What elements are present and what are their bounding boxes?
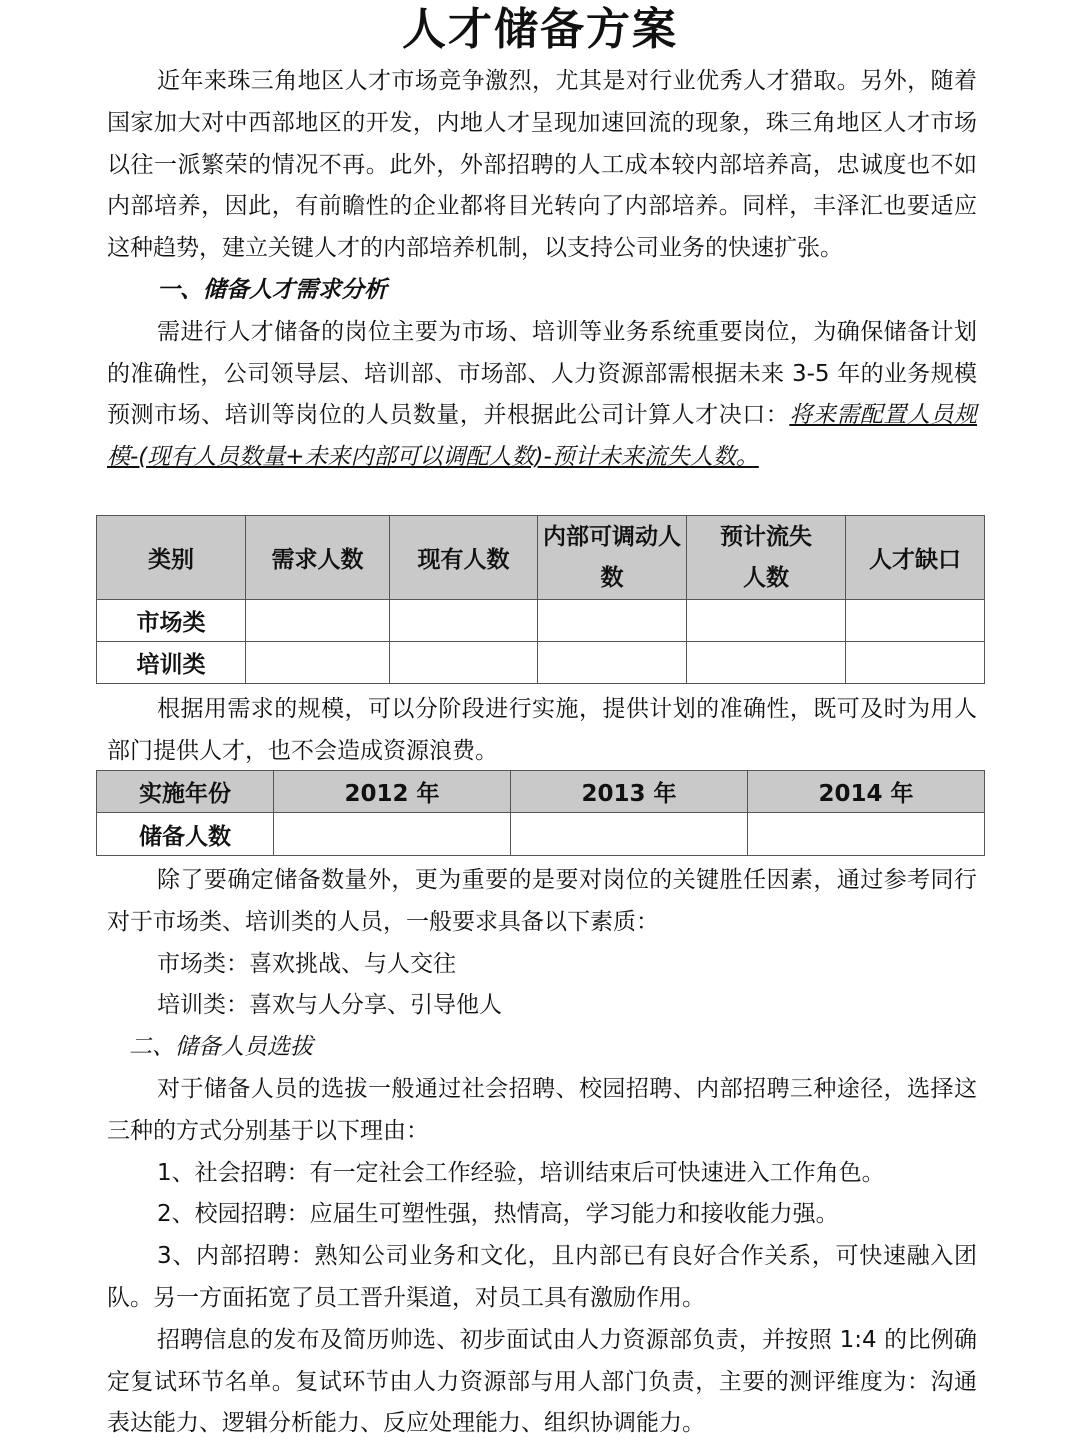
table-cell [538, 600, 687, 642]
table-cell [538, 642, 687, 684]
market-requirement: 市场类：喜欢挑战、与人交往 [157, 950, 456, 977]
table-cell [687, 642, 846, 684]
table-header-cell: 2013 年 [511, 771, 748, 813]
table-header-row [97, 771, 985, 813]
text-block-stage [107, 689, 977, 773]
table-header-cell: 2014 年 [748, 771, 985, 813]
table-header-cell: 2012 年 [274, 771, 511, 813]
page-title: 人才储备方案 [402, 4, 678, 55]
table-header-cell: 内部可调动人数 [538, 516, 687, 600]
intro-paragraph: 近年来珠三角地区人才市场竞争激烈，尤其是对行业优秀人才猎取。另外，随着国家加大对中西部地区的开发，内地人才呈现加速回流的现象，珠三角地区人才市场以往一派繁荣的情况不再。此外，外部招聘的人工成本较内部培养高，忠诚度也不如内部培养，因此，有前瞻性的企业都将目光转向了内部培养。同样，丰泽汇也要适应这种趋势，建立关键人才的内部培养机制，以支持公司业务的快速扩张。 [107, 68, 977, 262]
table-cell [846, 600, 985, 642]
table-cell [274, 813, 511, 856]
table-cell [246, 600, 390, 642]
table-row [97, 642, 985, 684]
table-header-cell: 实施年份 [97, 771, 274, 813]
stage-paragraph: 根据用需求的规模，可以分阶段进行实施，提供计划的准确性，既可及时为用人部门提供人才，也不会造成资源浪费。 [107, 696, 977, 764]
table-row [97, 600, 985, 642]
yearly-reserve-table [96, 770, 985, 856]
table-header-cell: 需求人数 [246, 516, 390, 600]
training-requirement: 培训类：喜欢与人分享、引导他人 [157, 992, 502, 1019]
table-cell [390, 600, 538, 642]
text-block-selection [107, 860, 977, 1445]
selection-intro-paragraph: 对于储备人员的选拔一般通过社会招聘、校园招聘、内部招聘三种途径，选择这三种的方式分别基于以下理由： [107, 1075, 977, 1144]
table-header-row [97, 516, 985, 600]
demand-paragraph [107, 312, 977, 479]
list-item: 3、内部招聘：熟知公司业务和文化，且内部已有良好合作关系，可快速融入团队。另一方面拓宽了员工晋升渠道，对员工具有激励作用。 [107, 1243, 977, 1311]
table-cell [748, 813, 985, 856]
gap-formula: 将来需配置人员规模-(现有人员数量+未来内部可以调配人数)-预计未来流失人数。 [107, 402, 978, 471]
demand-text: 需进行人才储备的岗位主要为市场、培训等业务系统重要岗位，为确保储备计划的准确性，公司领导层、培训部、市场部、人力资源部需根据未来 3-5 年的业务规模预测市场、培训等岗位的人员数量，并根据此公司计算人才决口： [107, 318, 977, 429]
section2-heading: 二、储备人员选拔 [129, 1034, 313, 1061]
row-label: 市场类 [97, 600, 246, 642]
table-header-cell: 现有人数 [390, 516, 538, 600]
quality-paragraph: 除了要确定储备数量外，更为重要的是要对岗位的关键胜任因素，通过参考同行对于市场类、培训类的人员，一般要求具备以下素质： [107, 867, 977, 935]
table-cell [511, 813, 748, 856]
section1-heading: 一、储备人才需求分析 [157, 276, 387, 303]
process-paragraph: 招聘信息的发布及简历帅选、初步面试由人力资源部负责，并按照 1:4 的比例确定复试环节名单。复试环节由人力资源部与用人部门负责，主要的测评维度为：沟通表达能力、逻辑分析能力、反应处理能力、组织协调能力。 [107, 1326, 977, 1437]
table-header-cell: 类别 [97, 516, 246, 600]
talent-gap-table [96, 515, 985, 684]
table-header-cell: 人才缺口 [846, 516, 985, 600]
table-header-cell: 预计流失人数 [687, 516, 846, 600]
row-label: 培训类 [97, 642, 246, 684]
text-block-intro [107, 61, 977, 479]
list-item: 1、社会招聘：有一定社会工作经验，培训结束后可快速进入工作角色。 [157, 1159, 885, 1186]
table-row [97, 813, 985, 856]
table-cell [687, 600, 846, 642]
list-item: 2、校园招聘：应届生可塑性强，热情高，学习能力和接收能力强。 [157, 1201, 839, 1228]
row-label: 储备人数 [97, 813, 274, 856]
table-cell [390, 642, 538, 684]
table-cell [246, 642, 390, 684]
table-cell [846, 642, 985, 684]
